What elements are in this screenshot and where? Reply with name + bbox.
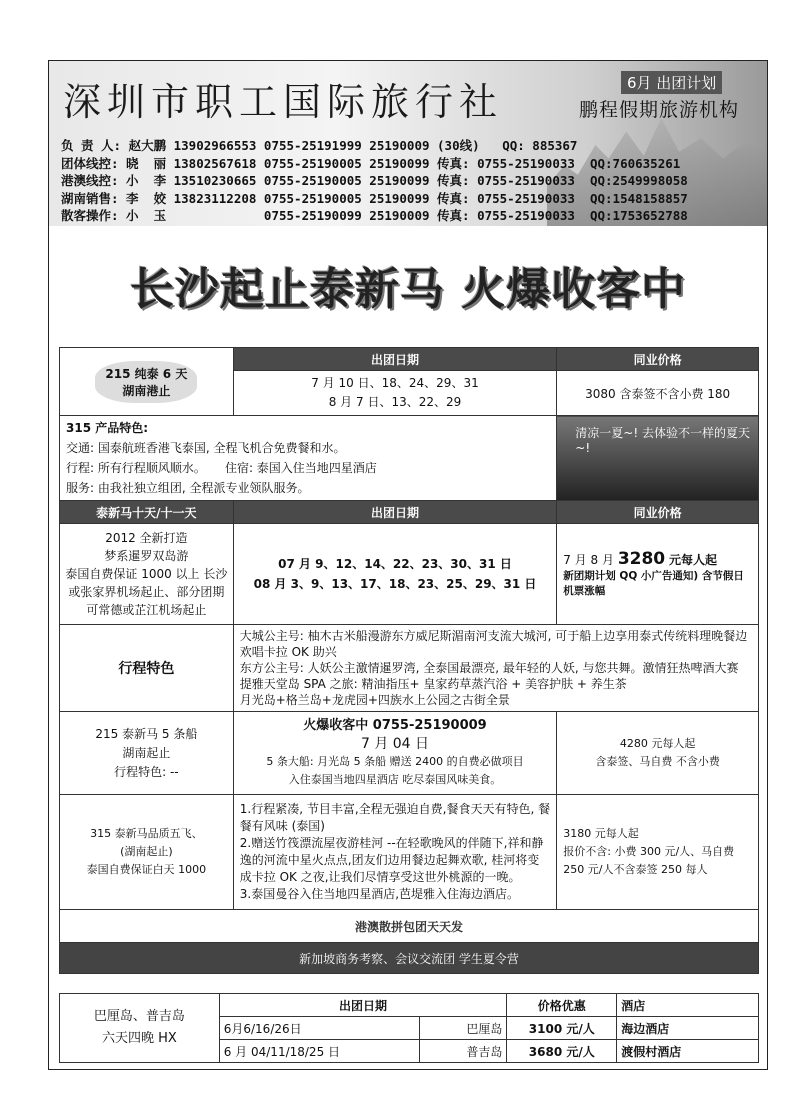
tour3-date: 7 月 04 日 [360, 736, 430, 752]
bali-row-date: 6月6/16/26日 [219, 1017, 419, 1040]
hk-title: 港澳散拼包团天天发 [60, 910, 759, 943]
tour2-desc [60, 524, 234, 625]
contact-row: 港澳线控: 小 李 13510230665 0755-25190005 25190099 传真: 0755-25190033 QQ:2549998058 [61, 173, 688, 188]
features-route-stay [66, 458, 550, 478]
tour3-sub: 湖南起止 [122, 745, 171, 760]
bali-table [59, 993, 759, 1063]
price-header: 同业价格 [557, 348, 759, 371]
tour4-price [557, 795, 759, 910]
plan-org: 鹏程假期旅游机构 [579, 99, 740, 121]
tour3-name-cell [60, 712, 234, 795]
tour3-price-line: 4280 元每人起 [619, 737, 696, 750]
promo-image [557, 416, 759, 501]
sg-bar: 新加坡商务考察、会议交流团 学生夏令营 [60, 943, 759, 974]
bali-row-price: 3680 元/人 [507, 1040, 617, 1063]
agency-name: 深圳市职工国际旅行社 [63, 80, 504, 124]
dates-header: 出团日期 [233, 348, 557, 371]
features-title: 315 产品特色: [66, 421, 149, 435]
tour2-price-suffix: 元每人起 [668, 553, 717, 567]
tour3-price [557, 712, 759, 795]
tour3-feat: 行程特色: -- [114, 764, 179, 779]
tour4-item: 3.泰国曼谷入住当地四星酒店,芭堤雅入住海边酒店。 [239, 887, 520, 901]
tour4-name: 315 泰新马品质五飞、 [90, 827, 203, 840]
tour-table [59, 347, 759, 974]
tour2-dates-line: 07 月 9、12、14、22、23、30、31 日 [278, 557, 512, 571]
tour1-dates-line: 8 月 7 日、13、22、29 [328, 395, 462, 409]
bali-price-header: 价格优惠 [507, 994, 617, 1017]
dates-header: 出团日期 [233, 501, 557, 524]
contact-row: 团体线控: 晓 丽 13802567618 0755-25190005 25190099 传真: 0755-25190033 QQ:760635261 [61, 155, 681, 171]
tour3-info [233, 712, 557, 795]
tour3-hot: 火爆收客中 0755-25190009 [303, 718, 487, 733]
tour2-dates-line: 08 月 3、9、13、17、18、23、25、29、31 日 [253, 577, 537, 591]
tour2-price [557, 524, 759, 625]
headline-banner: 长沙起止泰新马 火爆收客中 [129, 264, 687, 315]
bali-row-hotel: 海边酒店 [617, 1017, 759, 1040]
tour4-price-line: 3180 元每人起 [563, 827, 639, 840]
contact-row: 负 责 人: 赵大鹏 13902966553 0755-25191999 25190009 (30线) QQ: 885367 [61, 138, 578, 153]
tour4-sub: (湖南起止) [120, 845, 173, 858]
bali-row-date: 6 月 04/11/18/25 日 [219, 1040, 419, 1063]
features-stay: 住宿: 泰国入住当地四星酒店 [224, 461, 377, 475]
tour2-price-prefix: 7 月 8 月 [563, 553, 614, 567]
tour1-name: 215 纯泰 6 天 [105, 366, 188, 381]
bali-row-price: 3100 元/人 [507, 1017, 617, 1040]
bali-dates-header: 出团日期 [219, 994, 507, 1017]
promo-text: 清凉一夏~! 去体验不一样的夏天 ~! [575, 426, 750, 455]
header-banner [49, 61, 767, 226]
flyer-page [48, 60, 768, 1070]
plan-month: 6月 出团计划 [621, 71, 722, 94]
bali-hotel-header: 酒店 [617, 994, 759, 1017]
tour3-desc: 入住泰国当地四星酒店 吃尽泰国风味美食。 [288, 773, 502, 786]
itinerary-line: 大城公主号: 柚木古米船漫游东方威尼斯湄南河支流大城河, 可于船上边享用泰式传统料理晚餐边欢唱卡拉 OK 助兴 [239, 629, 748, 659]
tour2-desc-line: 2012 全新打造 [105, 531, 188, 545]
itinerary-line: 月光岛+格兰岛+龙虎园+四族水上公园之古街全景 [239, 693, 510, 707]
itinerary-lines [233, 625, 758, 712]
tour2-header: 泰新马十天/十一天 [60, 501, 234, 524]
contact-row: 散客操作: 小 玉 0755-25190099 25190009 传真: 0755-25190033 QQ:1753652788 [61, 208, 688, 223]
bali-row-dest: 普吉岛 [419, 1040, 507, 1063]
tour1-price: 3080 含泰签不含小费 180 [557, 371, 759, 416]
tour4-price-line: 报价不含: 小费 300 元/人、马自费 250 元/人不含泰签 250 每人 [563, 845, 735, 876]
features-route: 行程: 所有行程顺风顺水。 [66, 461, 206, 475]
tour4-name-cell [60, 795, 234, 910]
tour1-badge [95, 361, 197, 403]
features-service: 服务: 由我社独立组团, 全程派专业领队服务。 [66, 481, 310, 495]
tour1-dates-line: 7 月 10 日、18、24、29、31 [311, 376, 479, 390]
tour2-desc-line: 泰国自费保证 1000 以上 长沙或张家界机场起止、部分团期可常德或芷江机场起止 [65, 567, 228, 617]
bali-row-hotel: 渡假村酒店 [617, 1040, 759, 1063]
bali-name-cell [60, 994, 220, 1063]
tour1-name-cell [60, 348, 234, 416]
tour1-sub: 湖南港止 [122, 383, 171, 398]
bali-name: 六天四晚 HX [101, 1031, 177, 1046]
bali-row-dest: 巴厘岛 [419, 1017, 507, 1040]
tour3-name: 215 泰新马 5 条船 [95, 726, 198, 741]
tour4-item: 2.赠送竹筏漂流屋夜游桂河 --在轻歌晚风的伴随下,祥和静逸的河流中星火点点,团友们边用餐边起舞欢歌, 桂河将变成卡拉 OK 之夜,让我们尽情享受这世外桃源的一晚。 [239, 836, 544, 884]
tour2-dates [233, 524, 557, 625]
features-cell [60, 416, 557, 501]
contact-row: 湖南销售: 李 姣 13823112208 0755-25190005 25190099 传真: 0755-25190033 QQ:1548158857 [61, 190, 688, 206]
itinerary-label: 行程特色 [60, 625, 234, 712]
tour2-price-note: 新团期计划 QQ 小广告通知) 含节假日机票涨幅 [563, 570, 744, 597]
tour1-dates [233, 371, 557, 416]
tour2-desc-line: 梦系暹罗双岛游 [104, 549, 189, 563]
contact-list [61, 137, 688, 225]
itinerary-line: 提雅天堂岛 SPA 之旅: 精油指压+ 皇家药草蒸汽浴 + 美容护肤 + 养生茶 [239, 677, 627, 691]
tour4-item: 1.行程紧凑, 节目丰富,全程无强迫自费,餐食天天有特色, 餐餐有风味 (泰国) [239, 802, 551, 833]
tour4-items [233, 795, 557, 910]
tour3-price-line: 含泰签、马自费 不含小费 [595, 755, 720, 768]
price-header: 同业价格 [557, 501, 759, 524]
bali-name: 巴厘岛、普吉岛 [93, 1009, 185, 1024]
itinerary-line: 东方公主号: 人妖公主激情暹罗湾, 全泰国最漂亮, 最年轻的人妖, 与您共舞。激情狂热啤酒大赛 [239, 661, 739, 675]
tour3-desc: 5 条大船: 月光岛 5 条船 赠送 2400 的自费必做项目 [266, 755, 524, 768]
tour2-price-main: 3280 [617, 549, 666, 569]
tour4-note: 泰国自费保证白天 1000 [86, 863, 207, 876]
features-traffic: 交通: 国泰航班香港飞泰国, 全程飞机合免费餐和水。 [66, 441, 346, 455]
